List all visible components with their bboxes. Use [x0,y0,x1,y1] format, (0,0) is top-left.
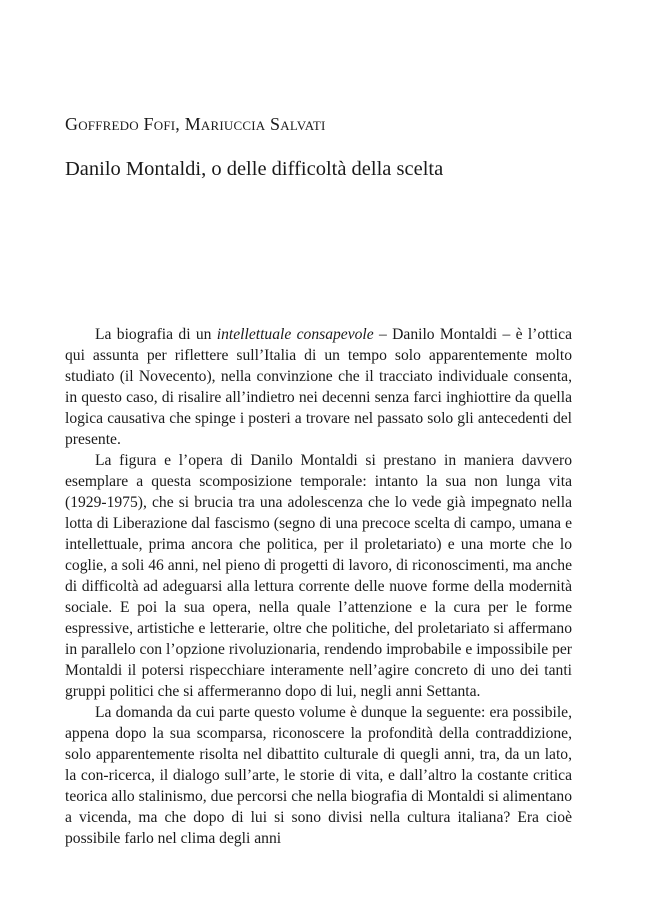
paragraph-1-start: La biografia di un [95,326,217,343]
paragraph-1-rest: – Danilo Montaldi – è l’ottica qui assunta per riflettere sull’Italia di un tempo solo apparentemente molto studiato (il Novecento), nella convinzione che il tracciato individuale consenta, in questo caso, di risalire all’indietro nei decenni senza farci inghiottire da quella logica causativa che spinge i posteri a trovare nel passato solo gli antecedenti del presente. [65,326,572,448]
chapter-title: Danilo Montaldi, o delle difficoltà della scelta [65,158,444,180]
chapter-authors: Goffredo Fofi, Mariuccia Salvati [65,114,326,134]
paragraph-2: La figura e l’opera di Danilo Montaldi si prestano in maniera davvero esemplare a questa scomposizione temporale: intanto la sua non lunga vita (1929-1975), che si brucia tra una adolescenza che lo vede già impegnato nella lotta di Liberazione dal fascismo (segno di una precoce scelta di campo, umana e intellettuale, prima ancora che politica, per il proletariato) e una morte che lo coglie, a soli 46 anni, nel pieno di progetti di lavoro, di riconoscimenti, ma anche di difficoltà ad adeguarsi alla lettura corrente delle nuove forme della modernità sociale. E poi la sua opera, nella quale l’attenzione e la cura per le forme espressive, artistiche e letterarie, oltre che politiche, del proletariato si affermano in parallelo con l’opzione rivoluzionaria, rendendo improbabile e impossibile per Montaldi il potersi rispecchiare interamente nell’agire concreto di uno dei tanti gruppi politici che si affermeranno dopo di lui, negli anni Settanta. [65,452,572,700]
paragraph-1-emphasis: intellettuale consapevole [216,326,374,343]
paragraph-1 [65,324,572,450]
paragraph-3: La domanda da cui parte questo volume è dunque la seguente: era possibile, appena dopo la sua scomparsa, riconoscere la profondità della contraddizione, solo apparentemente risolta nel dibattito culturale di quegli anni, tra, da un lato, la con-ricerca, il dialogo sull’arte, le storie di vita, e dall’altro la costante critica teorica allo stalinismo, due percorsi che nella biografia di Montaldi si alimentano a vicenda, ma che dopo di lui si sono divisi nella cultura italiana? Era cioè possibile farlo nel clima degli anni [65,704,572,847]
chapter-body [65,324,572,849]
